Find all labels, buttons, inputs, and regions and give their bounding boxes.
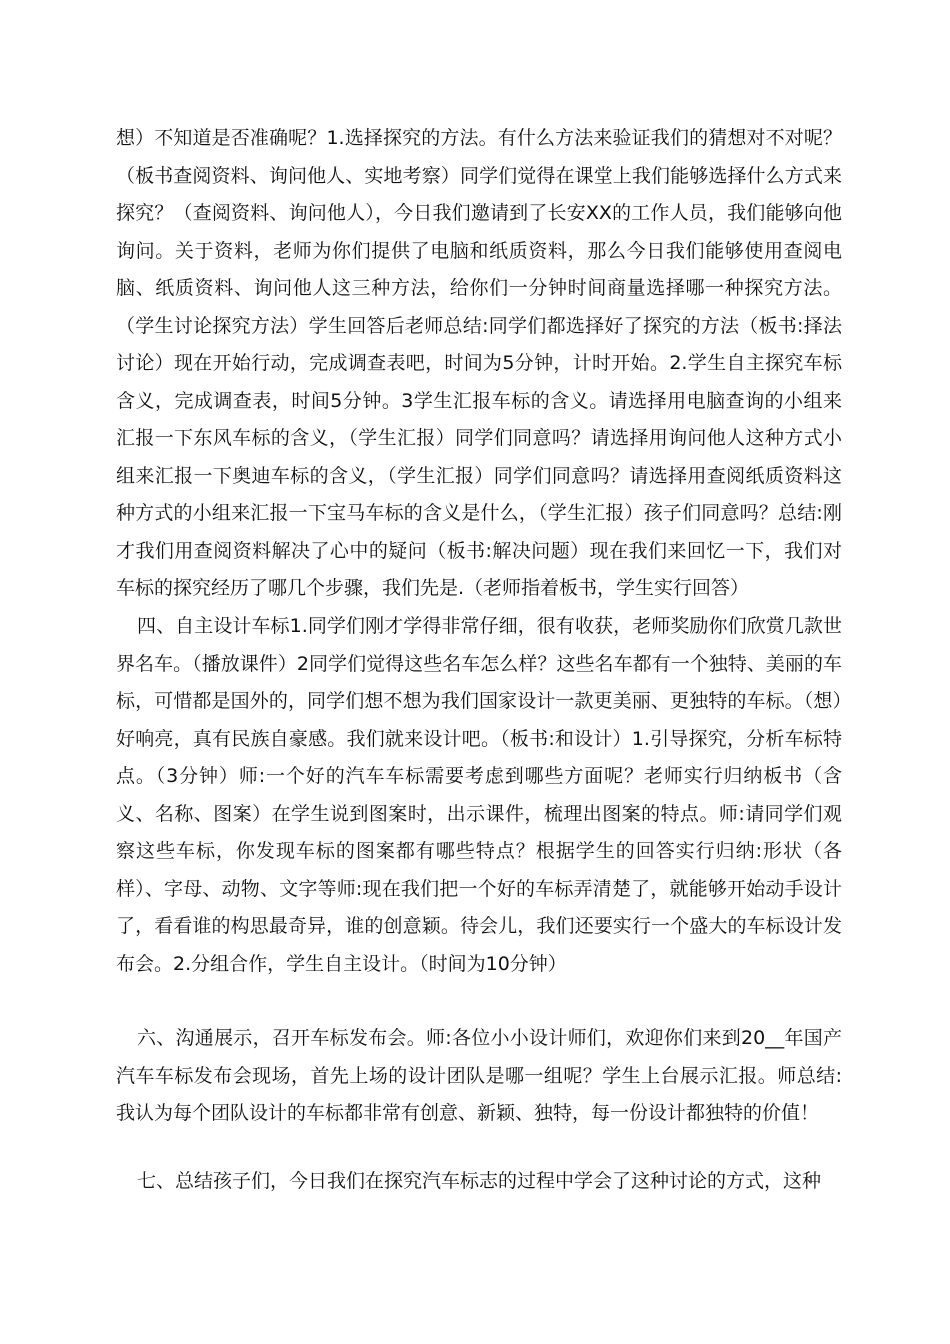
paragraph-design-car-logo: 四、自主设计车标1.同学们刚才学得非常仔细，很有收获，老师奖励你们欣赏几款世界名车。（播放课件）2同学们觉得这些名车怎么样？这些名车都有一个独特、美丽的车标，可惜都是国外的，同学们想不想为我们国家设计一款更美丽、更独特的车标。（想）好响亮，真有民族自豪感。我们就来设计吧。（板书:和设计）1.引导探究，分析车标特点。（3分钟）师:一个好的汽车车标需要考虑到哪些方面呢？老师实行归纳板书（含义、名称、图案）在学生说到图案时，出示课件，梳理出图案的特点。师:请同学们观察这些车标，你发现车标的图案都有哪些特点？根据学生的回答实行归纳:形状（各样）、字母、动物、文字等师:现在我们把一个好的车标弄清楚了，就能够开始动手设计了，看看谁的构思最奇异，谁的创意颖。待会儿，我们还要实行一个盛大的车标设计发布会。2.分组合作，学生自主设计。（时间为10分钟） — [116, 615, 842, 975]
paragraph-summary: 七、总结孩子们，今日我们在探究汽车标志的过程中学会了这种讨论的方式，这种 — [137, 1170, 822, 1192]
paragraph-presentation: 六、沟通展示，召开车标发布会。师:各位小小设计师们，欢迎你们来到20__年国产汽车车标发布会现场，首先上场的设计团队是哪一组呢？学生上台展示汇报。师总结:我认为每个团队设计的车标都非常有创意、新颖、独特，每一份设计都独特的价值！ — [116, 1027, 842, 1124]
paragraph-inquiry-methods: 想）不知道是否准确呢？1.选择探究的方法。有什么方法来验证我们的猜想对不对呢？（板书查阅资料、询问他人、实地考察）同学们觉得在课堂上我们能够选择什么方式来探究？（查阅资料、询问他人），今日我们邀请到了长安XX的工作人员，我们能够向他询问。关于资料，老师为你们提供了电脑和纸质资料，那么今日我们能够使用查阅电脑、纸质资料、询问他人这三种方法，给你们一分钟时间商量选择哪一种探究方法。（学生讨论探究方法）学生回答后老师总结:同学们都选择好了探究的方法（板书:择法讨论）现在开始行动，完成调查表吧，时间为5分钟，计时开始。2.学生自主探究车标含义，完成调查表，时间5分钟。3学生汇报车标的含义。请选择用电脑查询的小组来汇报一下东风车标的含义，（学生汇报）同学们同意吗？请选择用询问他人这种方式小组来汇报一下奥迪车标的含义，（学生汇报）同学们同意吗？请选择用查阅纸质资料这种方式的小组来汇报一下宝马车标的含义是什么，（学生汇报）孩子们同意吗？总结:刚才我们用查阅资料解决了心中的疑问（板书:解决问题）现在我们来回忆一下，我们对车标的探究经历了哪几个步骤，我们先是.（老师指着板书，学生实行回答） — [116, 127, 842, 599]
